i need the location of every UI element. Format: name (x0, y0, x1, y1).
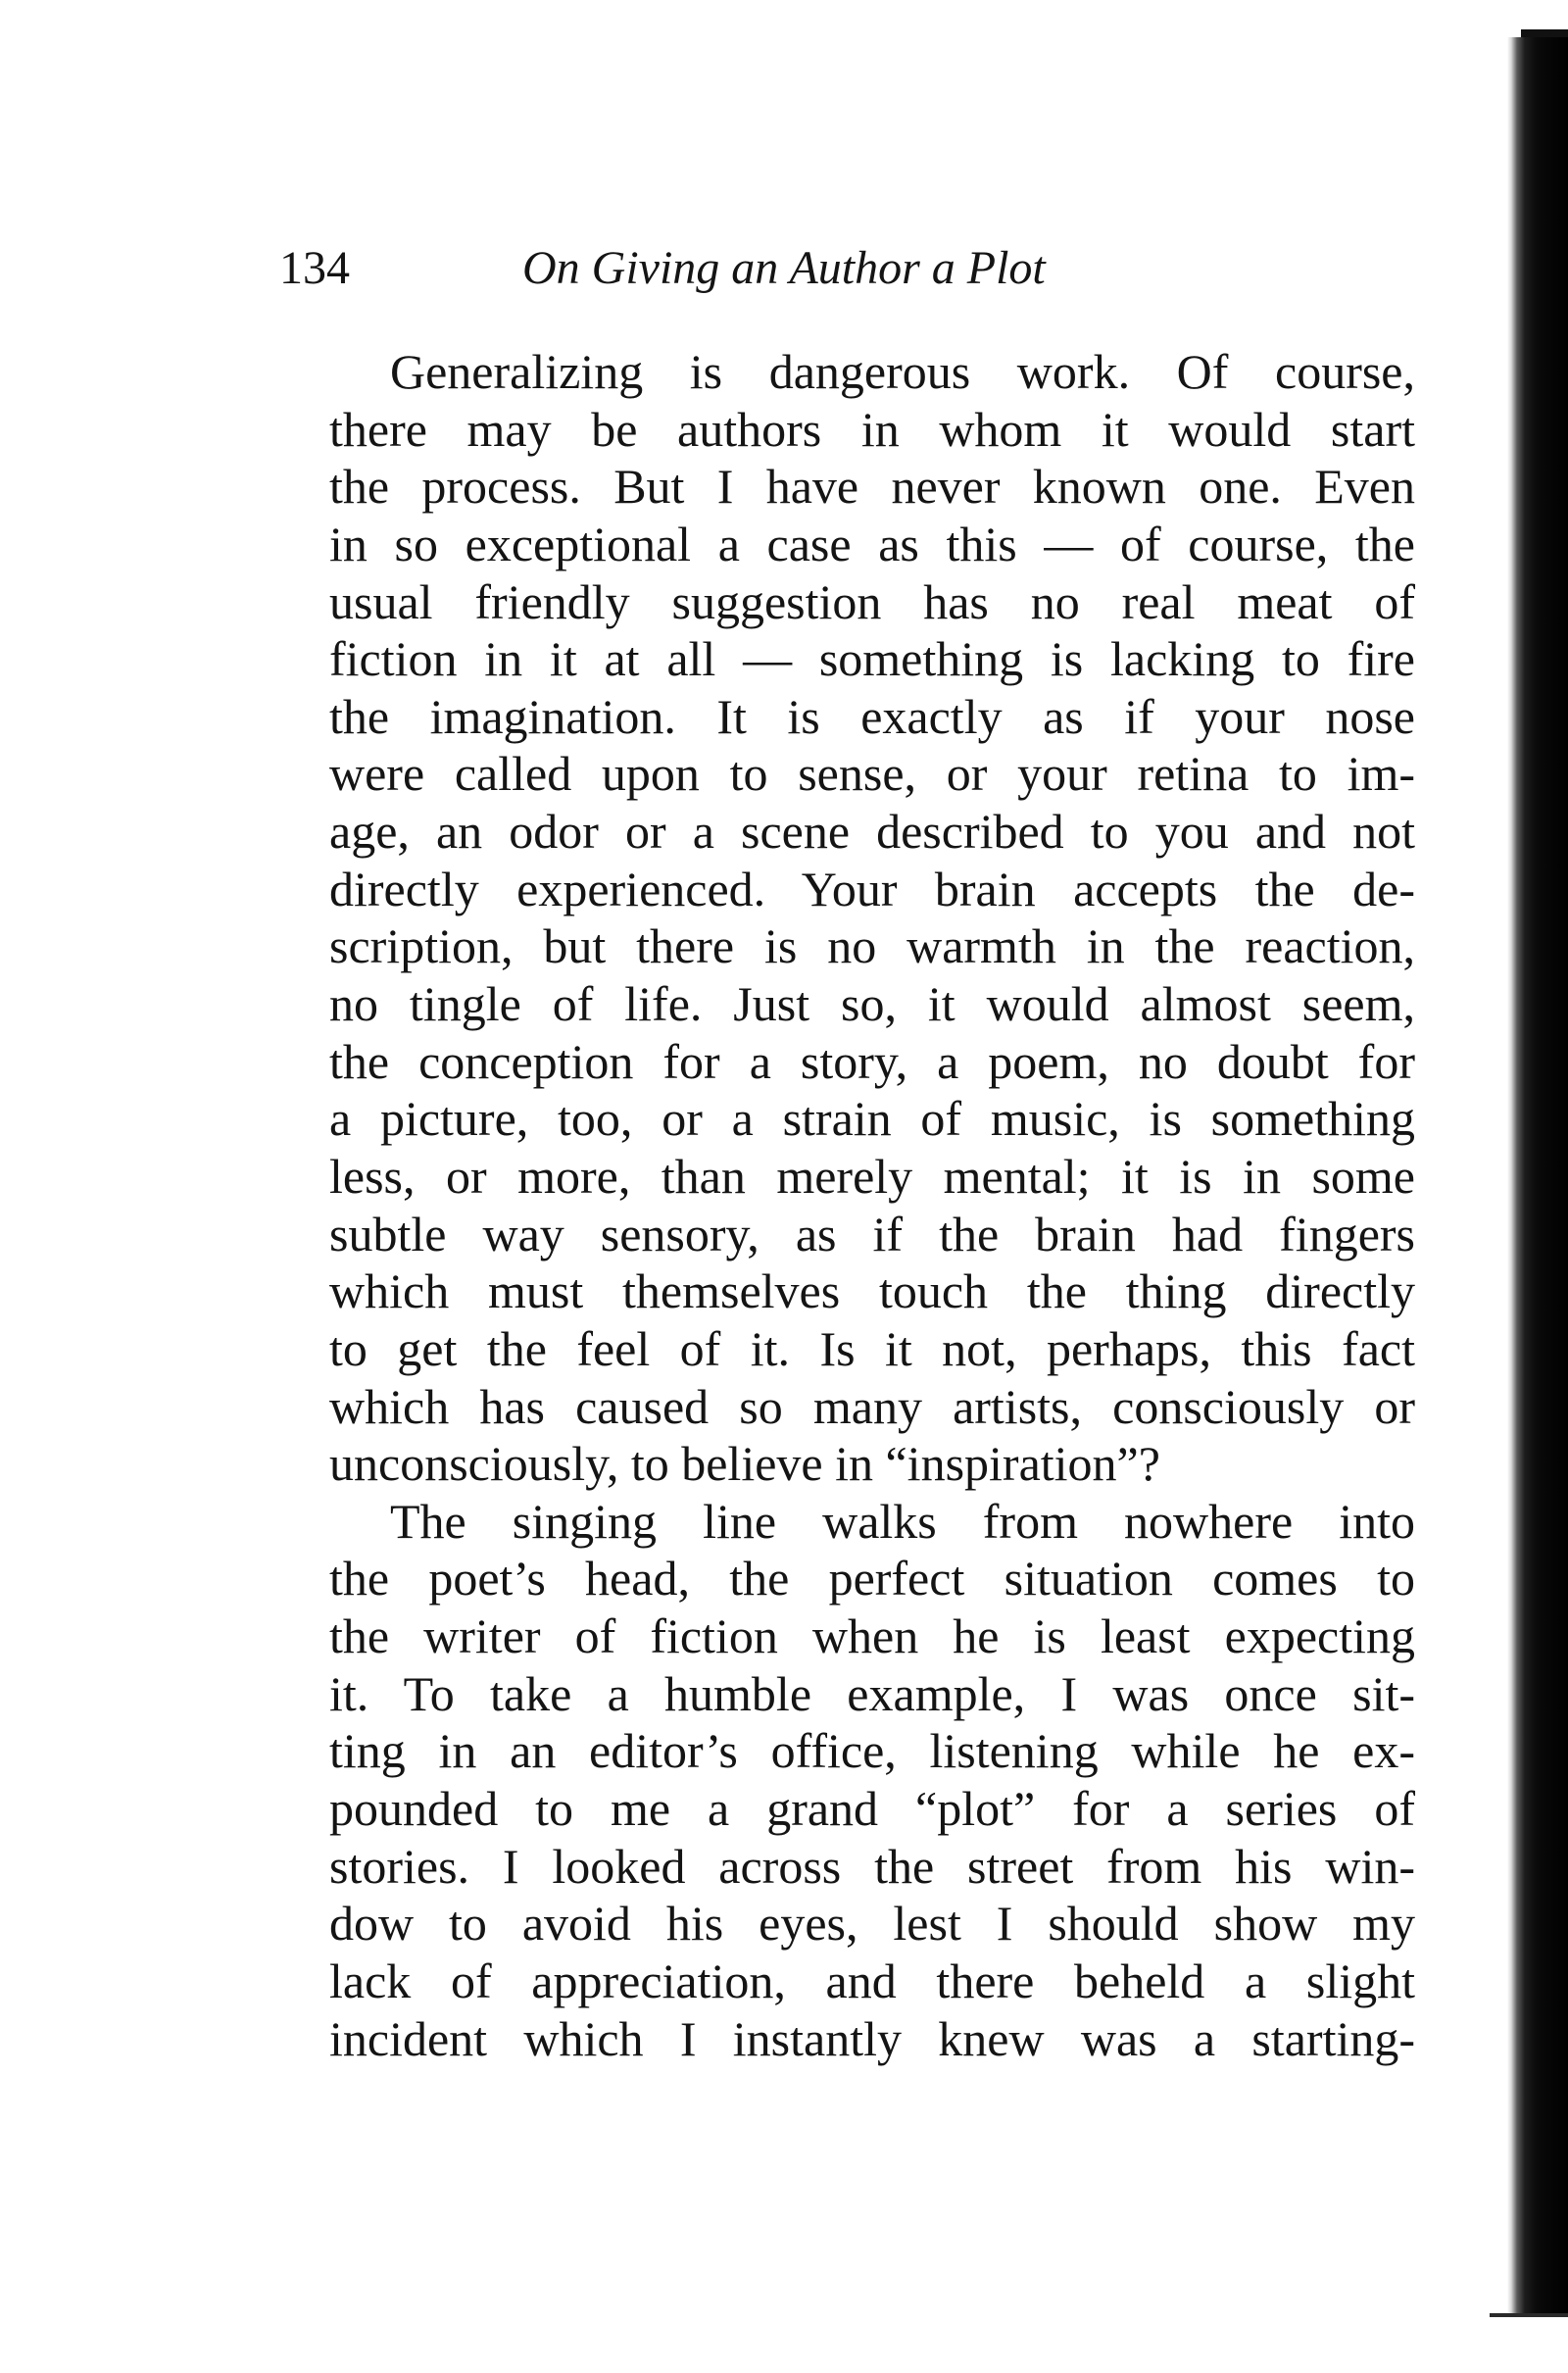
scan-binding-edge (1507, 37, 1568, 2317)
text-line: lack of appreciation, and there beheld a slight (329, 1953, 1415, 2008)
text-line: fiction in it at all — something is lacking to fire (329, 631, 1415, 687)
text-line: ting in an editor’s office, listening while he ex- (329, 1723, 1415, 1779)
text-line: pounded to me a grand “plot” for a series of (329, 1781, 1415, 1837)
scan-edge-foot (1490, 2313, 1568, 2317)
text-line: the conception for a story, a poem, no doubt for (329, 1033, 1415, 1089)
text-line: age, an odor or a scene described to you and not (329, 804, 1415, 860)
text-line: there may be authors in whom it would start (329, 401, 1415, 457)
text-line: directly experienced. Your brain accepts the de- (329, 861, 1415, 916)
running-title: On Giving an Author a Plot (522, 242, 1046, 294)
text-line: were called upon to sense, or your retina to im- (329, 746, 1415, 802)
running-head (279, 239, 1259, 298)
text-line: less, or more, than merely mental; it is in some (329, 1148, 1415, 1204)
text-line: stories. I looked across the street from his win- (329, 1838, 1415, 1894)
text-line: scription, but there is no warmth in the reaction, (329, 918, 1415, 974)
text-line: the process. But I have never known one. Even (329, 459, 1415, 515)
text-line: which must themselves touch the thing directly (329, 1263, 1415, 1319)
text-line: no tingle of life. Just so, it would almost seem, (329, 976, 1415, 1032)
text-line: incident which I instantly knew was a starting- (329, 2010, 1415, 2066)
text-line: The singing line walks from nowhere into (390, 1493, 1415, 1549)
text-line: the writer of fiction when he is least expecting (329, 1608, 1415, 1664)
text-line: the imagination. It is exactly as if your nose (329, 688, 1415, 744)
text-line: Generalizing is dangerous work. Of course, (390, 344, 1415, 399)
text-line: to get the feel of it. Is it not, perhaps, this fact (329, 1320, 1415, 1376)
text-line: dow to avoid his eyes, lest I should show my (329, 1896, 1415, 1952)
body-text (329, 343, 1415, 2067)
text-line: subtle way sensory, as if the brain had fingers (329, 1206, 1415, 1261)
text-line: unconsciously, to believe in “inspiration”? (329, 1436, 1160, 1492)
text-line: a picture, too, or a strain of music, is something (329, 1091, 1415, 1147)
text-line: it. To take a humble example, I was once sit- (329, 1665, 1415, 1721)
text-line: usual friendly suggestion has no real meat of (329, 573, 1415, 629)
text-line: the poet’s head, the perfect situation comes to (329, 1551, 1415, 1607)
text-line: which has caused so many artists, consciously or (329, 1378, 1415, 1434)
page-number: 134 (279, 242, 350, 294)
text-line: in so exceptional a case as this — of course, the (329, 516, 1415, 571)
